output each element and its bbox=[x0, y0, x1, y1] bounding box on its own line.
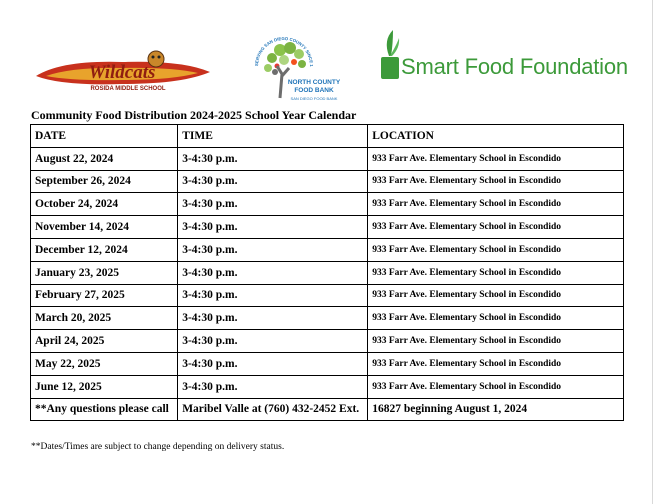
location-cell: 933 Farr Ave. Elementary School in Escondido bbox=[368, 170, 624, 193]
date-cell: January 23, 2025 bbox=[31, 261, 178, 284]
time-cell: 3-4:30 p.m. bbox=[178, 284, 368, 307]
table-row bbox=[31, 216, 624, 239]
location-cell: 933 Farr Ave. Elementary School in Escondido bbox=[368, 284, 624, 307]
table-row bbox=[31, 330, 624, 353]
table-row bbox=[31, 170, 624, 193]
location-cell: 933 Farr Ave. Elementary School in Escondido bbox=[368, 216, 624, 239]
contact-extension-cell: 16827 beginning August 1, 2024 bbox=[368, 398, 624, 421]
ncfb-name-line1: NORTH COUNTY bbox=[287, 79, 340, 86]
location-cell: 933 Farr Ave. Elementary School in Escondido bbox=[368, 238, 624, 261]
time-cell: 3-4:30 p.m. bbox=[178, 238, 368, 261]
location-cell: 933 Farr Ave. Elementary School in Escondido bbox=[368, 193, 624, 216]
wildcats-logo-subtext: ROSIDA MIDDLE SCHOOL bbox=[90, 86, 166, 92]
location-cell: 933 Farr Ave. Elementary School in Escondido bbox=[368, 307, 624, 330]
time-cell: 3-4:30 p.m. bbox=[178, 330, 368, 353]
north-county-food-bank-logo bbox=[244, 36, 340, 106]
time-column-header: TIME bbox=[178, 125, 368, 148]
date-cell: October 24, 2024 bbox=[31, 193, 178, 216]
table-row bbox=[31, 261, 624, 284]
date-column-header: DATE bbox=[31, 125, 178, 148]
wildcats-logo-text: Wildcats bbox=[88, 62, 156, 83]
contact-row bbox=[31, 398, 624, 421]
time-cell: 3-4:30 p.m. bbox=[178, 307, 368, 330]
time-cell: 3-4:30 p.m. bbox=[178, 193, 368, 216]
document-title: Community Food Distribution 2024-2025 School Year Calendar bbox=[31, 108, 357, 122]
contact-label-cell: **Any questions please call bbox=[31, 398, 178, 421]
table-row bbox=[31, 307, 624, 330]
distribution-schedule-table bbox=[30, 124, 624, 421]
date-cell: June 12, 2025 bbox=[31, 375, 178, 398]
time-cell: 3-4:30 p.m. bbox=[178, 216, 368, 239]
ncfb-name-line2: FOOD BANK bbox=[294, 87, 334, 94]
wildcats-logo bbox=[32, 50, 212, 94]
date-cell: December 12, 2024 bbox=[31, 238, 178, 261]
date-cell: April 24, 2025 bbox=[31, 330, 178, 353]
location-column-header: LOCATION bbox=[368, 125, 624, 148]
time-cell: 3-4:30 p.m. bbox=[178, 375, 368, 398]
table-row bbox=[31, 238, 624, 261]
date-cell: May 22, 2025 bbox=[31, 352, 178, 375]
table-row bbox=[31, 193, 624, 216]
table-row bbox=[31, 352, 624, 375]
table-row bbox=[31, 147, 624, 170]
date-cell: March 20, 2025 bbox=[31, 307, 178, 330]
ncfb-name-line3: SAN DIEGO FOOD BANK bbox=[290, 96, 338, 101]
table-row bbox=[31, 284, 624, 307]
location-cell: 933 Farr Ave. Elementary School in Escondido bbox=[368, 352, 624, 375]
time-cell: 3-4:30 p.m. bbox=[178, 261, 368, 284]
footnote: **Dates/Times are subject to change depending on delivery status. bbox=[31, 442, 285, 452]
time-cell: 3-4:30 p.m. bbox=[178, 170, 368, 193]
location-cell: 933 Farr Ave. Elementary School in Escondido bbox=[368, 375, 624, 398]
table-row bbox=[31, 375, 624, 398]
time-cell: 3-4:30 p.m. bbox=[178, 352, 368, 375]
smart-food-foundation-name: Smart Food Foundation bbox=[401, 54, 628, 79]
location-cell: 933 Farr Ave. Elementary School in Escondido bbox=[368, 330, 624, 353]
location-cell: 933 Farr Ave. Elementary School in Escondido bbox=[368, 261, 624, 284]
date-cell: February 27, 2025 bbox=[31, 284, 178, 307]
smart-food-foundation-logo bbox=[379, 30, 628, 84]
date-cell: September 26, 2024 bbox=[31, 170, 178, 193]
contact-name-phone-cell: Maribel Valle at (760) 432-2452 Ext. bbox=[178, 398, 368, 421]
date-cell: November 14, 2024 bbox=[31, 216, 178, 239]
date-cell: August 22, 2024 bbox=[31, 147, 178, 170]
table-header-row bbox=[31, 125, 624, 148]
location-cell: 933 Farr Ave. Elementary School in Escondido bbox=[368, 147, 624, 170]
ncfb-arc-text: SERVING SAN DIEGO COUNTY SINCE 1 bbox=[253, 36, 315, 67]
time-cell: 3-4:30 p.m. bbox=[178, 147, 368, 170]
